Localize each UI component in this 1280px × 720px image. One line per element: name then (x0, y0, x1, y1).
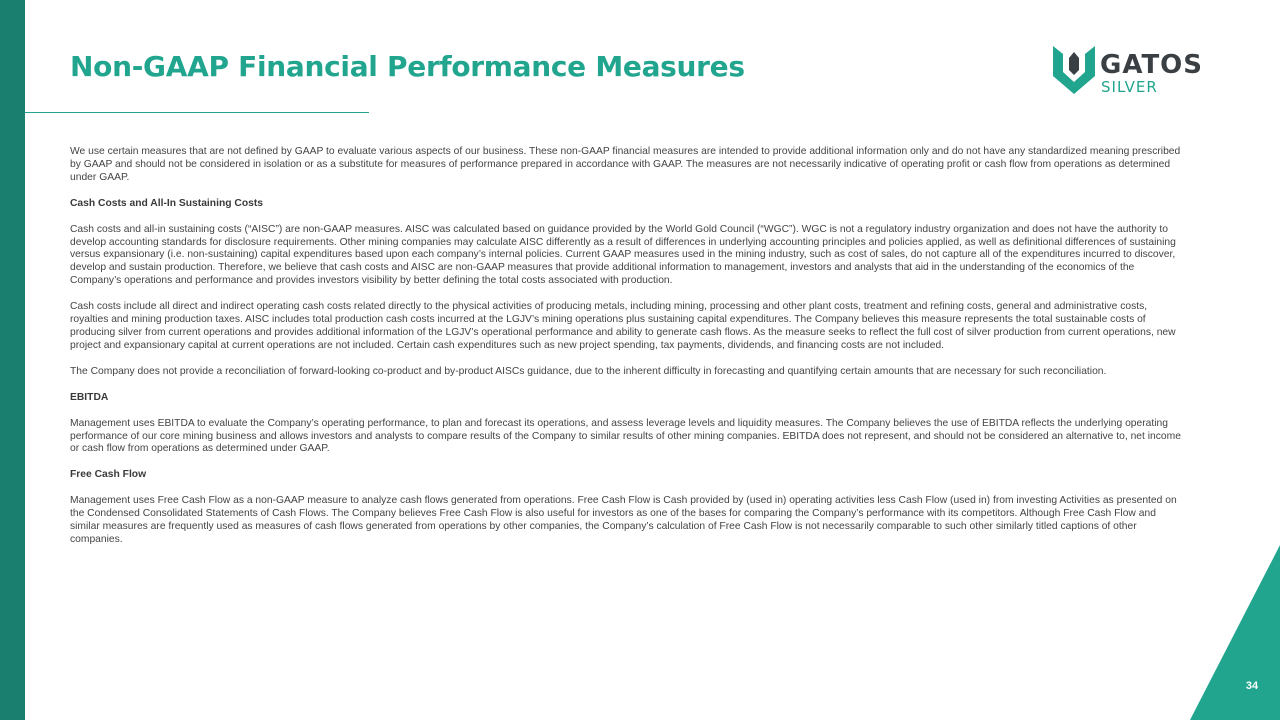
intro-paragraph: We use certain measures that are not defined by GAAP to evaluate various aspects of our business. These non-GAAP financial measures are intended to provide additional information only and do not have any standardized meaning prescribed by GAAP and should not be considered in isolation or as a substitute for measures of performance prepared in accordance with GAAP. The measures are not necessarily indicative of operating profit or cash flow from operations as determined under GAAP. (70, 146, 1181, 183)
logo-wordmark-silver: SILVER (1101, 78, 1158, 96)
aisc-paragraph-1: Cash costs and all-in sustaining costs (“AISC”) are non-GAAP measures. AISC was calculated based on guidance provided by the World Gold Council (“WGC”). WGC is not a regulatory industry organization and does not have the authority to develop accounting standards for disclosure requirements. Other mining companies may calculate AISC differently as a result of differences in underlying accounting principles and policies applied, as well as definitional differences of sustaining versus expansionary (i.e. non-sustaining) capital expenditures based upon each company’s internal policies. Current GAAP measures used in the mining industry, such as cost of sales, do not capture all of the expenditures incurred to discover, develop and sustain production. Therefore, we believe that cash costs and AISC are non-GAAP measures that provide additional information to management, investors and analysts that aid in the understanding of the economics of the Company’s operations and performance and provides investors visibility by better defining the total costs associated with production. (70, 223, 1176, 287)
company-logo (1050, 42, 1222, 98)
aisc-paragraph-2: Cash costs include all direct and indirect operating cash costs related directly to the physical activities of producing metals, including mining, processing and other plant costs, treatment and refining costs, general and administrative costs, royalties and mining production taxes. AISC includes total production cash costs incurred at the LGJV’s mining operations plus sustaining capital expenditures. The Company believes this measure represents the total sustainable costs of producing silver from current operations and provides additional information of the LGJV’s operational performance and ability to generate cash flows. As the measure seeks to reflect the full cost of silver production from current operations, new project and expansionary capital at current operations are not included. Certain cash expenditures such as new project spending, tax payments, dividends, and financing costs are not included. (70, 301, 1176, 351)
free-cash-flow-paragraph: Management uses Free Cash Flow as a non-GAAP measure to analyze cash flows generated from operations. Free Cash Flow is Cash provided by (used in) operating activities less Cash Flow (used in) from investing Activities as presented on the Condensed Consolidated Statements of Cash Flows. The Company believes Free Cash Flow is also useful for investors as one of the bases for comparing the Company’s performance with its competitors. Although Free Cash Flow and similar measures are frequently used as measures of cash flows generated from operations by other companies, the Company’s calculation of Free Cash Flow is not necessarily comparable to such other similarly titled captions of other companies. (70, 495, 1177, 545)
logo-shield-icon (1050, 42, 1098, 98)
left-accent-bar (0, 0, 25, 720)
body-content (70, 146, 1182, 560)
aisc-paragraph-3: The Company does not provide a reconciliation of forward-looking co-product and by-product AISCs guidance, due to the inherent difficulty in forecasting and quantifying certain amounts that are necessary for such reconciliation. (70, 365, 1107, 377)
section-heading-aisc: Cash Costs and All-In Sustaining Costs (70, 197, 263, 209)
ebitda-paragraph: Management uses EBITDA to evaluate the Company’s operating performance, to plan and forecast its operations, and assess leverage levels and liquidity measures. The Company believes the use of EBITDA reflects the underlying operating performance of our core mining business and allows investors and analysts to compare results of the Company to similar results of other mining companies. EBITDA does not represent, and should not be considered an alternative to, net income or cash flow from operations as determined under GAAP. (70, 417, 1181, 455)
logo-wordmark-gatos: GATOS (1100, 50, 1204, 80)
corner-triangle-decoration (1190, 545, 1280, 720)
section-heading-ebitda: EBITDA (70, 391, 109, 403)
page-number: 34 (1245, 680, 1259, 692)
title-underline (25, 112, 369, 113)
section-heading-free-cash-flow: Free Cash Flow (70, 469, 147, 481)
page-title: Non-GAAP Financial Performance Measures (70, 50, 745, 83)
